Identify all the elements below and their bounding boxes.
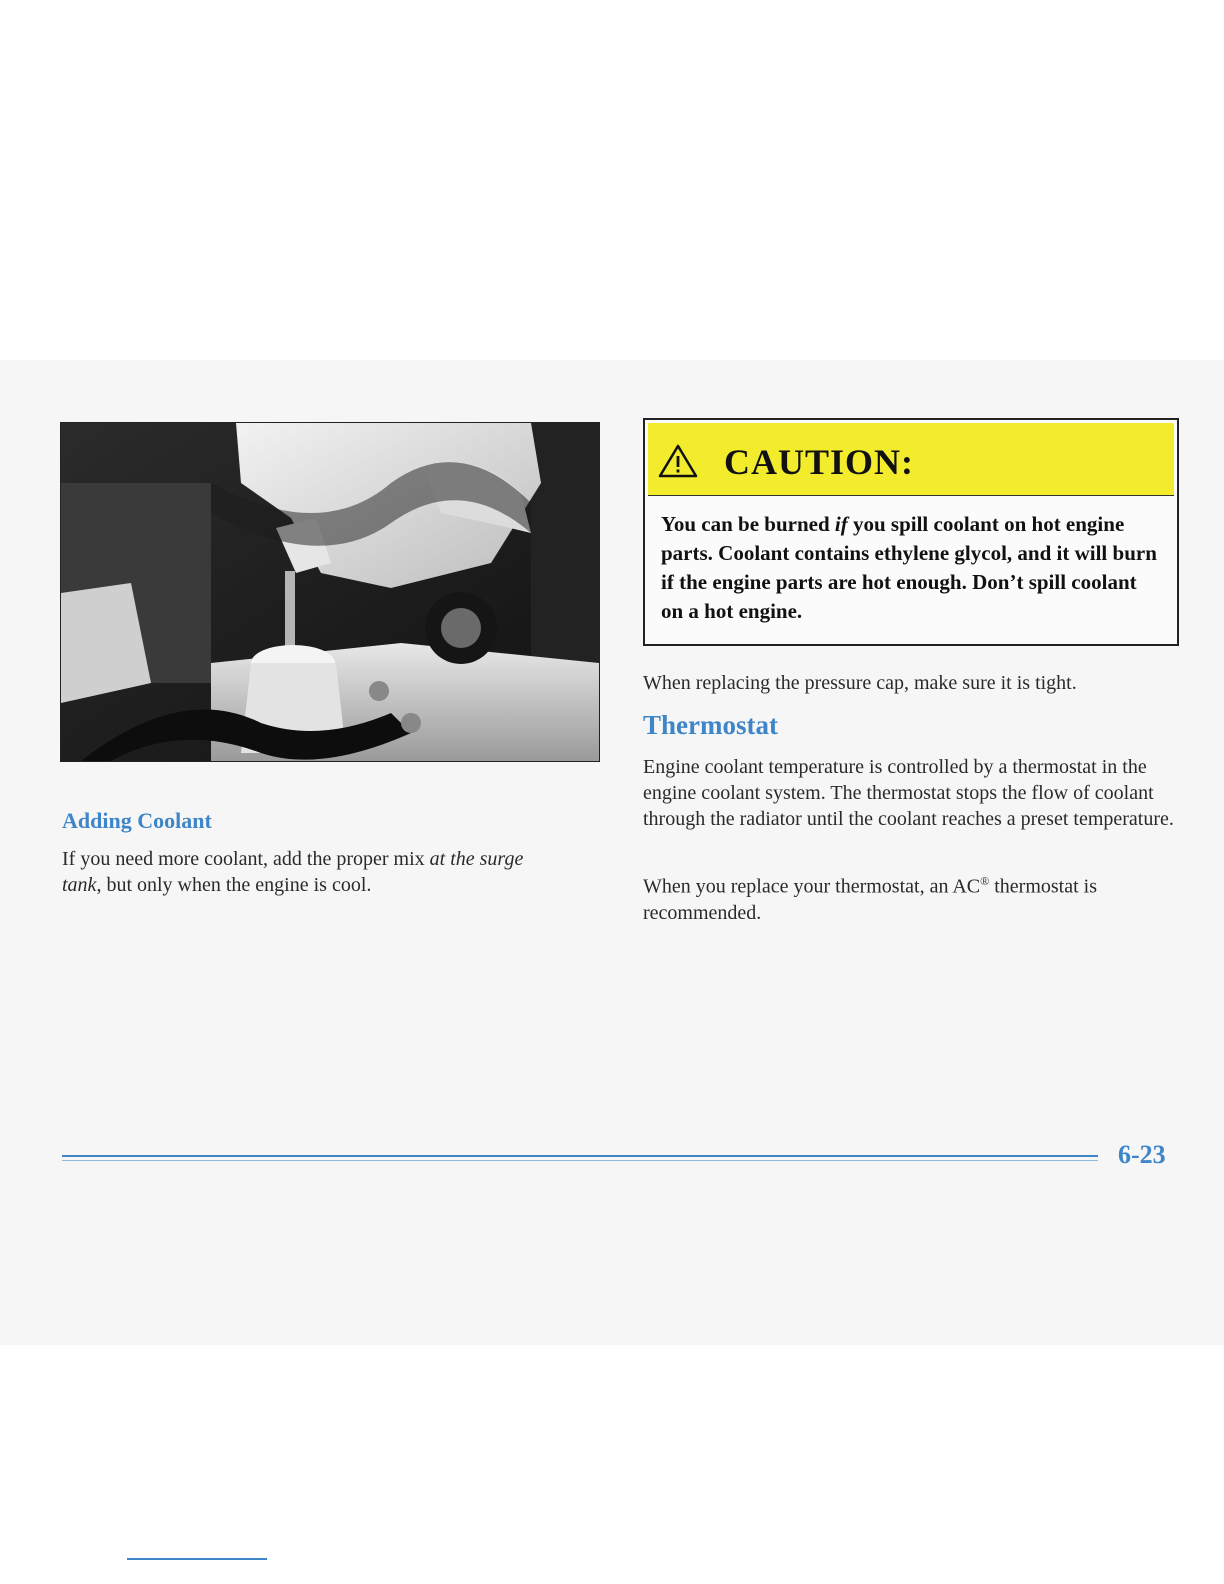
adding-coolant-text-italic: at the surge tank	[62, 848, 524, 896]
caution-header	[648, 423, 1174, 496]
thermostat-paragraph-2-end: thermostat is recommended.	[643, 875, 1098, 924]
caution-box	[643, 418, 1179, 646]
caution-text-italic: if	[834, 512, 848, 536]
footer-rule-thin	[62, 1160, 1098, 1161]
caution-title: CAUTION:	[724, 442, 915, 482]
page-number: 6-23	[1118, 1140, 1166, 1169]
caution-text-start: You can be burned	[661, 512, 835, 536]
thermostat-heading: Thermostat	[643, 710, 778, 740]
adding-coolant-heading: Adding Coolant	[62, 808, 212, 833]
caution-text	[661, 510, 1161, 626]
footer-rule	[62, 1155, 1098, 1157]
registered-mark: ®	[980, 874, 990, 888]
bottom-edge-mark	[127, 1558, 267, 1560]
thermostat-paragraph-1: Engine coolant temperature is controlled by a thermostat in the engine coolant system. The thermostat stops the flow of coolant through the radiator until the coolant reaches a preset temperature.	[643, 756, 1174, 830]
warning-triangle-icon	[658, 443, 698, 479]
thermostat-paragraph-2-start: When you replace your thermostat, an AC	[643, 875, 981, 898]
coolant-pour-photo	[60, 422, 600, 762]
adding-coolant-text	[62, 846, 562, 898]
adding-coolant-text-end: , but only when the engine is cool.	[96, 874, 372, 896]
thermostat-paragraph-2	[643, 868, 1183, 926]
adding-coolant-text-start: If you need more coolant, add the proper mix	[62, 848, 430, 870]
pressure-cap-text: When replacing the pressure cap, make sure it is tight.	[643, 672, 1077, 694]
caution-text-end: you spill coolant on hot engine parts. Coolant contains ethylene glycol, and it will burn if the engine parts are hot enough. Don’t spill coolant on a hot engine.	[661, 512, 1157, 623]
